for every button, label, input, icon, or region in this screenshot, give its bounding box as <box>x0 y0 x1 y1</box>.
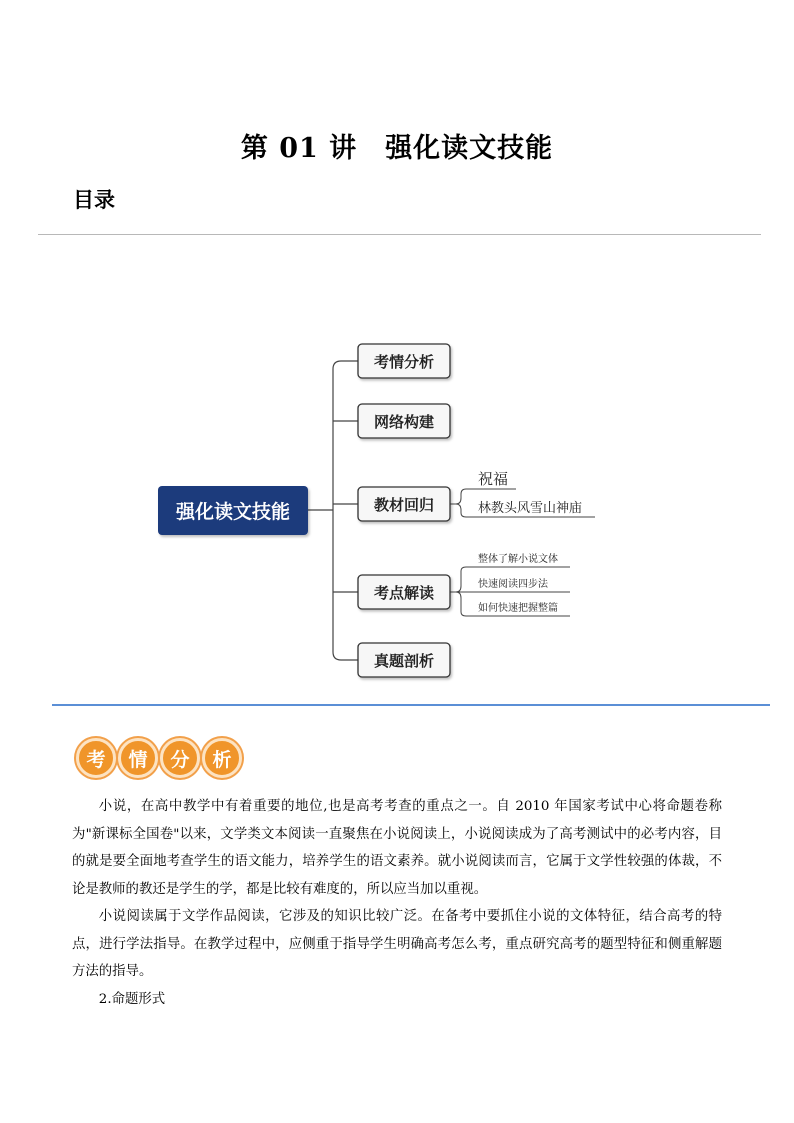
paragraph: 小说，在高中教学中有着重要的地位,也是高考考查的重点之一。自 2010 年国家考试中心将命题卷称为"新课标全国卷"以来，文学类文本阅读一直聚焦在小说阅读上，小说阅读成为了高考测试中的必考内容，目的就是要全面地考查学生的语文能力，培养学生的语文素养。就小说阅读而言，它属于文学性较强的体裁，不论是教师的教还是学生的学，都是比较有难度的，所以应当加以重视。 <box>72 799 722 897</box>
branch-zhenti <box>358 643 450 677</box>
branch-label: 考情分析 <box>373 353 435 371</box>
mind-map-root <box>158 486 308 535</box>
title-main: 强化读文技能 <box>385 133 554 164</box>
mind-map-connectors <box>308 361 358 660</box>
badge-char: 分 <box>160 738 200 778</box>
title-prefix: 第 01 讲 <box>240 133 358 164</box>
branch-label: 教材回归 <box>373 496 435 514</box>
branch-label: 网络构建 <box>373 413 435 431</box>
leaf-zhufu: 祝福 <box>478 470 509 488</box>
root-label: 强化读文技能 <box>175 501 291 523</box>
badge-char: 情 <box>118 738 158 778</box>
branch-label: 真题剖析 <box>373 652 435 670</box>
paragraph: 小说阅读属于文学作品阅读，它涉及的知识比较广泛。在备考中要抓住小说的文体特征，结合高考的特点，进行学法指导。在教学过程中，应侧重于指导学生明确高考怎么考，重点研究高考的题型特征和侧重解题方法的指导。 <box>72 909 722 979</box>
leaf-zhengti: 整体了解小说文体 <box>478 554 558 565</box>
branch-kaodian <box>358 575 450 609</box>
leaf-ruhe: 如何快速把握整篇 <box>478 603 558 614</box>
branch-wangluo <box>358 404 450 438</box>
badge-char: 考 <box>76 738 116 778</box>
toc-heading: 目录 <box>73 188 115 212</box>
body-text <box>72 793 722 1013</box>
branch-kaoqing <box>358 344 450 378</box>
section-badge-kaoqing <box>76 738 242 778</box>
leaf-lin-jiaotou: 林教头风雪山神庙 <box>478 501 583 516</box>
divider-blue <box>52 704 770 706</box>
paragraph: 2.命题形式 <box>98 991 166 1007</box>
leaf-kuaisu: 快速阅读四步法 <box>478 579 548 590</box>
branch-label: 考点解读 <box>373 584 435 602</box>
badge-char: 析 <box>202 738 242 778</box>
branch-jiaocai <box>358 487 450 521</box>
